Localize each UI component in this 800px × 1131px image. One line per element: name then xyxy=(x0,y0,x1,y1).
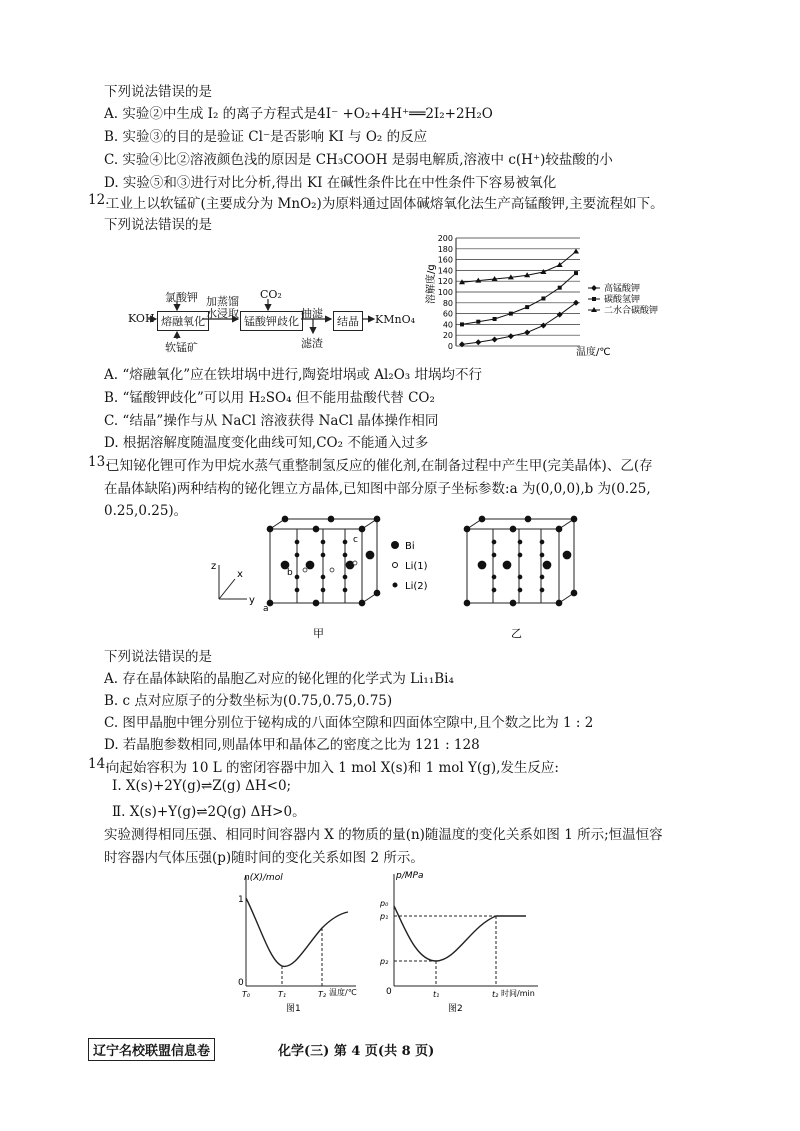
li2-atom xyxy=(492,553,496,557)
li1-atom xyxy=(353,561,357,565)
q14-reaction-1: Ⅰ. X(s)+2Y(g)⇌Z(g) ΔH<0; xyxy=(112,778,292,794)
li1-atom xyxy=(303,568,307,572)
q12-option-b: B. “锰酸钾歧化”可以用 H₂SO₄ 但不能用盐酸代替 CO₂ xyxy=(104,390,435,406)
bi-atom xyxy=(464,526,470,532)
chart-point xyxy=(524,330,530,336)
bi-atom xyxy=(510,526,516,532)
q14-desc-2: 时容器内气体压强(p)随时间的变化关系如图 2 所示。 xyxy=(104,850,424,866)
fig2-curve xyxy=(394,906,526,961)
chart-point xyxy=(475,339,481,345)
flow-water-top: 加蒸馏 xyxy=(206,295,239,308)
bi-atom xyxy=(366,551,374,559)
chart-ytick: 160 xyxy=(437,255,453,265)
li2-atom xyxy=(492,588,496,592)
bi-atom xyxy=(374,590,380,596)
flow-kclo3: 氯酸钾 xyxy=(165,291,198,304)
bi-atom xyxy=(282,516,288,522)
chart-ytick: 80 xyxy=(442,298,453,308)
bi-atom xyxy=(313,600,319,606)
axis-z: z xyxy=(211,561,217,572)
chart-point xyxy=(508,333,514,339)
label-jia: 甲 xyxy=(313,627,324,640)
chart-ylabel: 溶解度/g xyxy=(426,264,437,304)
q12-prompt: 下列说法错误的是 xyxy=(104,217,212,233)
flow-ore: 软锰矿 xyxy=(165,341,198,354)
fig1-ylabel: n(X)/mol xyxy=(244,873,283,883)
bi-atom xyxy=(306,561,314,569)
li2-atom xyxy=(540,553,544,557)
li2-atom xyxy=(492,540,496,544)
flow-arrows xyxy=(120,285,400,355)
flow-step-melt: 熔融氧化 xyxy=(157,311,209,331)
chart-ytick: 120 xyxy=(437,277,453,287)
legend-li2-icon xyxy=(393,583,398,588)
legend-label: 碳酸氢钾 xyxy=(604,295,641,305)
li2-atom xyxy=(343,575,347,579)
legend-bi-icon xyxy=(391,541,399,549)
fig2-t1: t₁ xyxy=(433,990,440,999)
figure-1 xyxy=(230,866,360,1016)
fig2-p2: p₂ xyxy=(380,957,389,966)
bi-atom xyxy=(479,516,485,522)
fig1-caption: 图1 xyxy=(286,1004,301,1014)
q11-option-c: C. 实验④比②溶液颜色浅的原因是 CH₃COOH 是弱电解质,溶液中 c(H⁺)较盐酸的小 xyxy=(104,152,613,168)
fig1-xlabel: 温度/℃ xyxy=(329,988,357,997)
li2-atom xyxy=(321,575,325,579)
bi-atom xyxy=(543,561,551,569)
chart-ytick: 100 xyxy=(437,288,453,297)
flow-product: KMnO₄ xyxy=(375,313,415,326)
footer-page: 化学(三) 第 4 页(共 8 页) xyxy=(278,1044,435,1059)
flow-filter: 抽滤 xyxy=(301,307,323,320)
bi-atom xyxy=(374,516,380,522)
q12-number: 12. xyxy=(88,192,110,208)
flow-residue: 滤渣 xyxy=(301,337,323,350)
bi-atom xyxy=(571,590,577,596)
q13-option-b: B. c 点对应原子的分数坐标为(0.75,0.75,0.75) xyxy=(104,693,393,709)
q13-prompt: 下列说法错误的是 xyxy=(104,649,212,665)
li2-atom xyxy=(295,553,299,557)
fig1-origin: 0 xyxy=(238,978,244,988)
chart-point xyxy=(492,337,498,343)
li2-atom xyxy=(518,540,522,544)
bi-atom xyxy=(267,526,273,532)
chart-point xyxy=(493,317,497,321)
li2-atom xyxy=(321,588,325,592)
q13-number: 13. xyxy=(88,454,110,470)
bi-atom xyxy=(556,600,562,606)
li2-atom xyxy=(295,575,299,579)
axis-y: y xyxy=(249,595,255,606)
footer-brand: 辽宁名校联盟信息卷 xyxy=(88,1038,215,1061)
bi-atom xyxy=(563,551,571,559)
label-yi: 乙 xyxy=(511,627,522,640)
q13-stem-3: 0.25,0.25)。 xyxy=(104,503,188,519)
fig1-t2: T₂ xyxy=(318,990,327,999)
chart-point xyxy=(476,320,480,324)
bi-atom xyxy=(328,516,334,522)
chart-ytick: 0 xyxy=(447,342,453,351)
point-b: b xyxy=(287,568,293,578)
li2-atom xyxy=(540,588,544,592)
legend-label: 二水合碳酸钾 xyxy=(604,306,659,316)
legend-li2: Li(2) xyxy=(405,581,428,592)
bi-atom xyxy=(503,561,511,569)
chart-ytick: 40 xyxy=(442,320,453,330)
fig1-y1: 1 xyxy=(238,895,244,905)
legend-bi: Bi xyxy=(405,541,415,552)
legend-li1-icon xyxy=(393,563,398,568)
q14-reaction-2: Ⅱ. X(s)+Y(g)⇌2Q(g) ΔH>0。 xyxy=(112,804,306,820)
chart-point xyxy=(558,286,562,290)
q11-option-b: B. 实验③的目的是验证 Cl⁻是否影响 KI 与 O₂ 的反应 xyxy=(104,129,428,145)
fig2-origin: 0 xyxy=(386,987,392,997)
q12-option-a: A. “熔融氧化”应在铁坩埚中进行,陶瓷坩埚或 Al₂O₃ 坩埚均不行 xyxy=(104,367,482,383)
chart-point xyxy=(592,297,596,301)
li2-atom xyxy=(343,553,347,557)
flow-water-bottom: 水浸取 xyxy=(206,307,239,320)
fig2-caption: 图2 xyxy=(448,1004,463,1014)
flow-koh: KOH xyxy=(128,312,155,325)
chart-point xyxy=(574,271,578,275)
fig2-p1: p₁ xyxy=(380,912,389,921)
q13-option-d: D. 若晶胞参数相同,则晶体甲和晶体乙的密度之比为 121 : 128 xyxy=(104,737,480,753)
li2-atom xyxy=(295,588,299,592)
li2-atom xyxy=(518,553,522,557)
fig1-t1: T₁ xyxy=(278,990,287,999)
solubility-chart xyxy=(418,228,708,358)
point-c: c xyxy=(353,535,358,545)
q12-option-c: C. “结晶”操作与从 NaCl 溶液获得 NaCl 晶体操作相同 xyxy=(104,413,439,429)
li2-atom xyxy=(321,553,325,557)
li2-atom xyxy=(492,575,496,579)
li2-atom xyxy=(518,575,522,579)
crystal-diagrams xyxy=(205,515,605,645)
q13-option-a: A. 存在晶体缺陷的晶胞乙对应的铋化锂的化学式为 Li₁₁Bi₄ xyxy=(104,671,454,687)
q13-stem-2: 在晶体缺陷)两种结构的铋化锂立方晶体,已知图中部分原子坐标参数:a 为(0,0,0),b 为(0.25, xyxy=(104,481,651,497)
q11-option-d: D. 实验⑤和③进行对比分析,得出 KI 在碱性条件比在中性条件下容易被氧化 xyxy=(104,175,557,191)
bi-atom xyxy=(525,516,531,522)
bi-atom xyxy=(359,526,365,532)
li2-atom xyxy=(295,540,299,544)
bi-atom xyxy=(464,600,470,606)
chart-point xyxy=(460,322,464,326)
q12-option-d: D. 根据溶解度随温度变化曲线可知,CO₂ 不能通入过多 xyxy=(104,435,429,451)
legend-li1: Li(1) xyxy=(405,561,428,572)
bi-atom xyxy=(510,600,516,606)
point-a: a xyxy=(263,604,269,614)
bi-atom xyxy=(556,526,562,532)
axis-x: x xyxy=(237,569,243,580)
fig2-ylabel: p/MPa xyxy=(396,871,424,881)
q14-desc-1: 实验测得相同压强、相同时间容器内 X 的物质的量(n)随温度的变化关系如图 1 所示;恒温恒容 xyxy=(104,827,663,843)
bi-atom xyxy=(313,526,319,532)
q13-option-c: C. 图甲晶胞中锂分别位于铋构成的八面体空隙和四面体空隙中,且个数之比为 1 : 2 xyxy=(104,715,594,731)
q14-number: 14. xyxy=(88,756,110,772)
chart-ytick: 20 xyxy=(442,331,453,341)
chart-ytick: 60 xyxy=(442,309,453,319)
chart-point xyxy=(540,322,546,328)
q14-stem: 向起始容积为 10 L 的密闭容器中加入 1 mol X(s)和 1 mol Y(g),发生反应: xyxy=(106,760,559,776)
bi-atom xyxy=(359,600,365,606)
chart-point xyxy=(525,305,529,309)
li2-atom xyxy=(540,575,544,579)
chart-point xyxy=(541,296,545,300)
fig2-t2: t₂ xyxy=(492,990,499,999)
bi-atom xyxy=(571,516,577,522)
q13-stem-1: 已知铋化锂可作为甲烷水蒸气重整制氢反应的催化剂,在制备过程中产生甲(完美晶体)、乙(存 xyxy=(106,458,653,474)
q11-prompt: 下列说法错误的是 xyxy=(104,84,212,100)
chart-xlabel: 温度/℃ xyxy=(576,347,611,358)
chart-ytick: 180 xyxy=(437,244,453,254)
legend-label: 高锰酸钾 xyxy=(604,284,641,294)
chart-ytick: 140 xyxy=(437,266,453,276)
li2-atom xyxy=(343,540,347,544)
chart-point xyxy=(459,341,465,347)
fig2-p0: p₀ xyxy=(380,899,389,908)
q11-option-a: A. 实验②中生成 I₂ 的离子方程式是4I⁻ +O₂+4H⁺══2I₂+2H₂O xyxy=(104,106,493,122)
fig2-xlabel: 时间/min xyxy=(501,989,535,998)
bi-atom xyxy=(478,561,486,569)
q12-stem: 工业上以软锰矿(主要成分为 MnO₂)为原料通过固体碱熔氧化法生产高锰酸钾,主要流程如下。 xyxy=(106,196,664,212)
li2-atom xyxy=(518,588,522,592)
figure-2 xyxy=(376,866,546,1016)
li2-atom xyxy=(540,540,544,544)
fig1-t0: T₀ xyxy=(242,990,251,999)
chart-ytick: 200 xyxy=(437,234,453,243)
li2-atom xyxy=(343,588,347,592)
li1-atom xyxy=(330,568,334,572)
flow-co2: CO₂ xyxy=(260,288,282,301)
flow-step-crystallize: 结晶 xyxy=(333,311,363,331)
fig1-curve xyxy=(246,898,348,966)
flow-step-disproportionation: 锰酸钾歧化 xyxy=(240,311,303,331)
chart-point xyxy=(591,285,597,291)
chart-point xyxy=(509,312,513,316)
chart-point xyxy=(573,249,579,254)
li2-atom xyxy=(321,540,325,544)
